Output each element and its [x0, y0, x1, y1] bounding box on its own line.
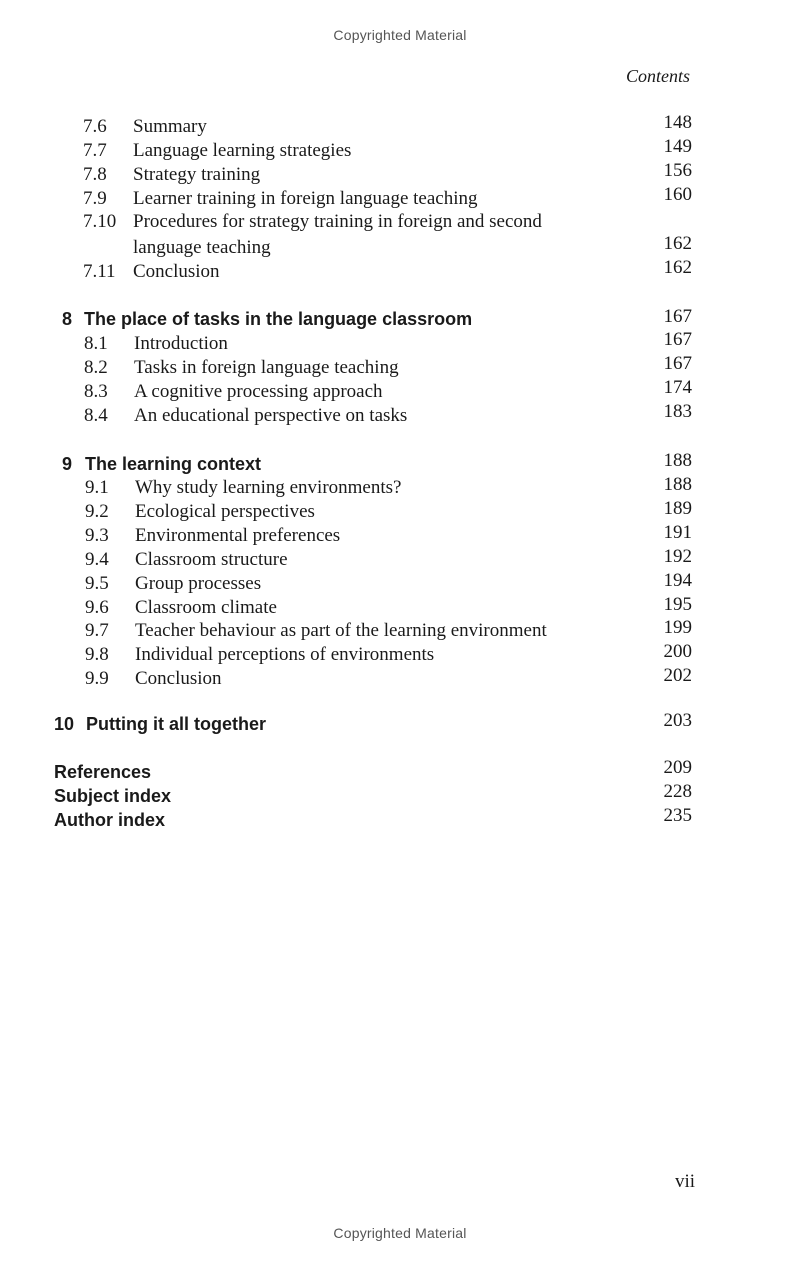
- page-number: 235: [663, 805, 692, 826]
- page-number: 149: [663, 136, 692, 157]
- section-title-continued: language teaching: [133, 237, 271, 258]
- toc-entry-9-9: [0, 665, 800, 692]
- section-title: An educational perspective on tasks: [134, 405, 408, 426]
- watermark-bottom: Copyrighted Material: [333, 1225, 467, 1241]
- section-title: Classroom structure: [135, 549, 288, 570]
- section-title: Introduction: [134, 333, 228, 354]
- chapter-number: 9: [62, 454, 73, 474]
- chapter-number: 8: [62, 309, 73, 329]
- page-number: 162: [663, 257, 692, 278]
- section-title: Learner training in foreign language teaching: [133, 188, 478, 209]
- toc-chapter-10: [0, 710, 800, 738]
- section-number: 9.7: [85, 620, 109, 641]
- page-number: 160: [663, 184, 692, 205]
- section-number: 9.5: [85, 573, 109, 594]
- section-number: 8.3: [84, 381, 108, 402]
- page-number: 148: [663, 112, 692, 133]
- section-title: Procedures for strategy training in foreign and second: [133, 211, 542, 232]
- page-number: 195: [663, 594, 692, 615]
- page-number: 209: [663, 757, 692, 778]
- section-title: Conclusion: [133, 261, 220, 282]
- section-number: 7.9: [83, 188, 107, 209]
- watermark-top: Copyrighted Material: [333, 27, 467, 43]
- section-title: Strategy training: [133, 164, 261, 185]
- running-head: Contents: [625, 66, 690, 86]
- section-title: Ecological perspectives: [135, 501, 315, 522]
- section-number: 7.8: [83, 164, 107, 185]
- section-title: Conclusion: [135, 668, 222, 689]
- section-number: 8.1: [84, 333, 108, 354]
- section-title: Tasks in foreign language teaching: [134, 357, 399, 378]
- page-number: 183: [663, 401, 692, 422]
- section-number: 7.11: [83, 261, 116, 282]
- page-number: 199: [663, 617, 692, 638]
- page-number: 228: [663, 781, 692, 802]
- page-number: 189: [663, 498, 692, 519]
- backmatter-title: References: [54, 762, 152, 782]
- page-number: 167: [663, 329, 692, 350]
- page-number: 191: [663, 522, 692, 543]
- section-title: Environmental preferences: [135, 525, 341, 546]
- section-title: Classroom climate: [135, 597, 277, 618]
- section-title: Why study learning environments?: [135, 477, 402, 498]
- page-number: 167: [663, 306, 692, 327]
- page-number: 188: [663, 450, 692, 471]
- chapter-title: Putting it all together: [86, 714, 266, 734]
- section-number: 8.4: [84, 405, 108, 426]
- page-number: 167: [663, 353, 692, 374]
- page-folio: vii: [674, 1171, 695, 1192]
- page-number: 188: [663, 474, 692, 495]
- page-number: 194: [663, 570, 692, 591]
- page-number: 202: [663, 665, 692, 686]
- page-number: 192: [663, 546, 692, 567]
- section-number: 9.2: [85, 501, 109, 522]
- toc-entry-7-10: [0, 211, 800, 235]
- section-title: Individual perceptions of environments: [135, 644, 435, 665]
- backmatter-title: Author index: [54, 810, 165, 830]
- backmatter-title: Subject index: [54, 786, 172, 806]
- section-title: A cognitive processing approach: [134, 381, 383, 402]
- toc-entry-7-9: [0, 184, 800, 212]
- section-number: 7.10: [83, 211, 117, 232]
- page-number: 174: [663, 377, 692, 398]
- section-title: Teacher behaviour as part of the learning environment: [135, 620, 547, 641]
- chapter-title: The learning context: [85, 454, 262, 474]
- section-number: 9.1: [85, 477, 109, 498]
- toc-entry-8-4: [0, 401, 800, 429]
- section-number: 8.2: [84, 357, 108, 378]
- section-number: 9.6: [85, 597, 109, 618]
- section-number: 9.9: [85, 668, 109, 689]
- toc-entry-7-11: [0, 257, 800, 285]
- section-title: Summary: [133, 116, 207, 137]
- page-number: 156: [663, 160, 692, 181]
- section-number: 7.7: [83, 140, 107, 161]
- page-number: 200: [663, 641, 692, 662]
- chapter-number: 10: [54, 714, 75, 734]
- section-number: 9.3: [85, 525, 109, 546]
- page-number: 162: [663, 233, 692, 254]
- page-number: 203: [663, 710, 692, 731]
- section-title: Language learning strategies: [133, 140, 352, 161]
- toc-author-index: [0, 805, 800, 834]
- chapter-title: The place of tasks in the language classroom: [84, 309, 473, 329]
- section-title: Group processes: [135, 573, 262, 594]
- section-number: 9.8: [85, 644, 109, 665]
- section-number: 9.4: [85, 549, 109, 570]
- section-number: 7.6: [83, 116, 107, 137]
